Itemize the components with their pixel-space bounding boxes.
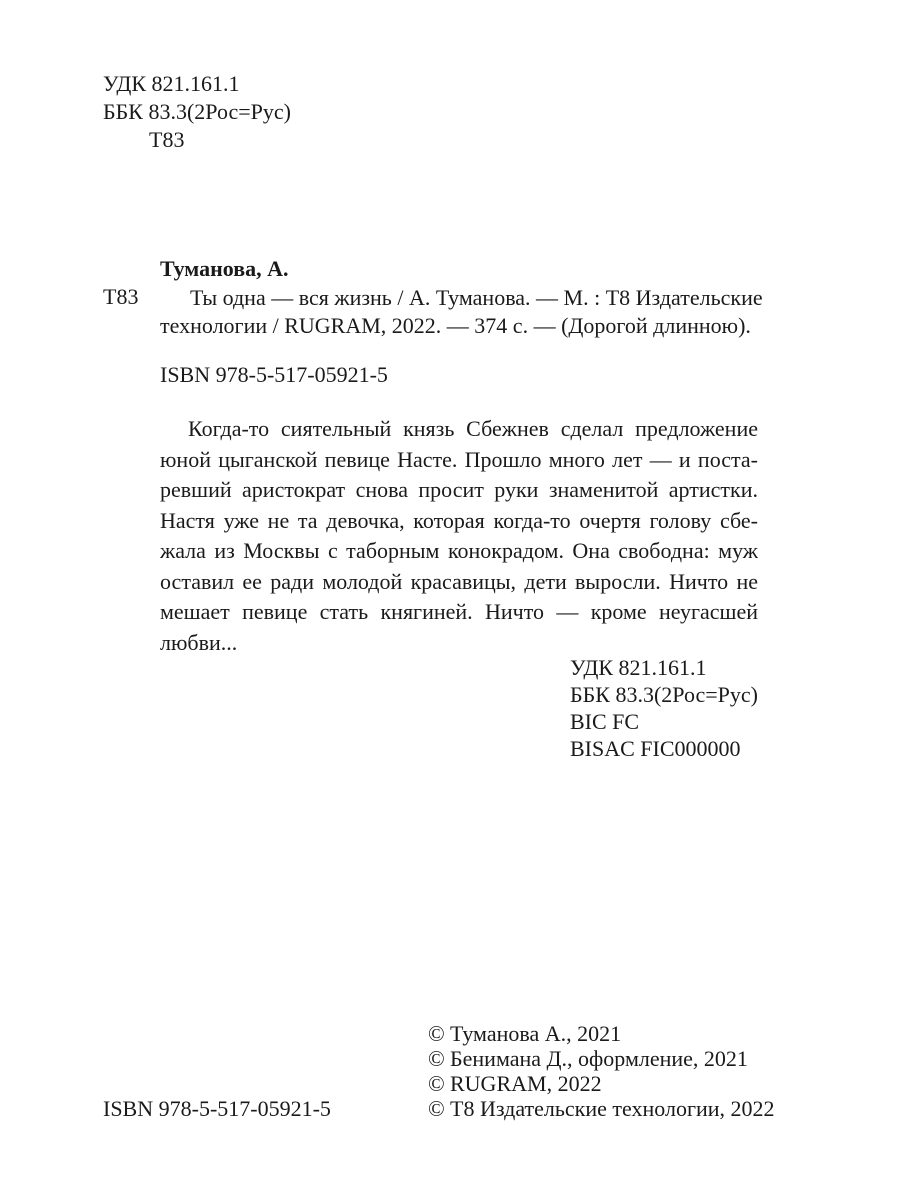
copyright-publisher-text: Т8 Издательские технологии, 2022: [450, 1096, 775, 1121]
copyright-rugram: [428, 1071, 775, 1096]
bbk-code: ББК 83.3(2Рос=Рус): [103, 99, 291, 124]
annotation-text: Когда-то сиятельный князь Сбежнев сделал предложение юной цыганской певице Насте. Прошло много лет — и постаревший аристократ снова просит руки знаменитой артистки. Настя уже не та девочка, которая когда-то очертя голову сбежала из Москвы с таборным конокрадом. Она свободна: муж оставил ее ради молодой красавицы, дети выросли. Ничто не мешает певице стать княгиней. Ничто — кроме неугасшей любви...: [160, 416, 758, 655]
isbn-main: ISBN 978-5-517-05921-5: [160, 362, 388, 387]
author-cutter-code: Т83: [149, 127, 185, 152]
classification-udk: УДК 821.161.1: [570, 655, 707, 680]
udk-code: УДК 821.161.1: [103, 71, 240, 96]
annotation: [160, 414, 758, 658]
classification-bic: BIC FC: [570, 709, 640, 734]
copyright-design-text: Бенимана Д., оформление, 2021: [450, 1046, 748, 1071]
isbn-bottom: ISBN 978-5-517-05921-5: [103, 1096, 331, 1121]
cutter-mark: Т83: [103, 284, 139, 309]
copyright-author-text: Туманова А., 2021: [450, 1021, 622, 1046]
classification-bisac: BISAC FIC000000: [570, 736, 741, 761]
copyright-icon: ©: [428, 1071, 445, 1096]
copyright-rugram-text: RUGRAM, 2022: [450, 1071, 602, 1096]
copyright-icon: ©: [428, 1046, 445, 1071]
copyright-icon: ©: [428, 1021, 445, 1046]
copyright-icon: ©: [428, 1096, 445, 1121]
top-classification-codes: [103, 70, 291, 154]
copyright-notices: [428, 1021, 775, 1121]
classification-bbk: ББК 83.3(2Рос=Рус): [570, 682, 758, 707]
bib-line-2: технологии / RUGRAM, 2022. — 374 с. — (Дорогой длинною).: [160, 313, 751, 338]
author-name: Туманова, А.: [160, 256, 289, 281]
copyright-publisher: [428, 1096, 775, 1121]
bib-line-1: Ты одна — вся жизнь / А. Туманова. — М. : Т8 Издательские: [190, 285, 763, 310]
copyright-design: [428, 1046, 775, 1071]
copyright-author: [428, 1021, 775, 1046]
bibliographic-description: [160, 284, 763, 340]
classification-codes: [570, 654, 758, 762]
